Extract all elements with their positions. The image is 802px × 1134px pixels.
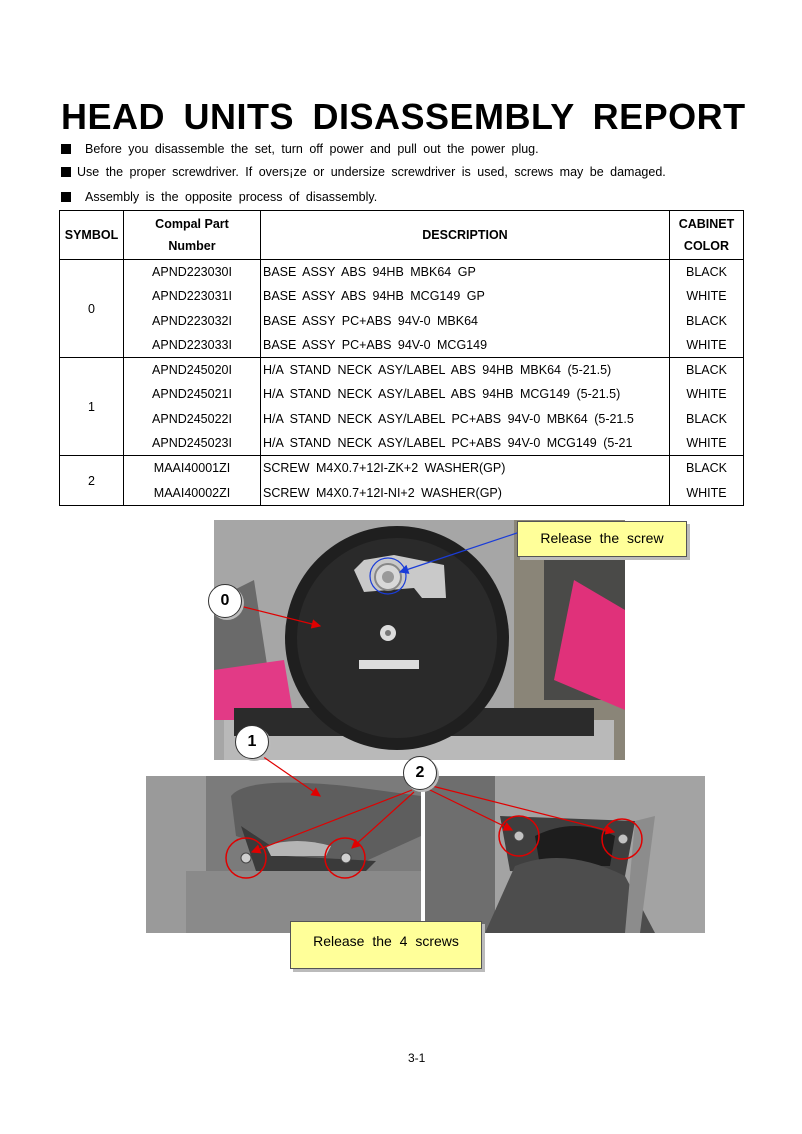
neck-arrow [262, 756, 320, 796]
color-cell: BLACK WHITE [670, 456, 744, 506]
marker-0: 0 [208, 584, 242, 618]
screw-circle [499, 816, 539, 856]
screw-circle [325, 838, 365, 878]
header-description: DESCRIPTION [261, 211, 670, 260]
part-number-cell: APND223030I APND223031I APND223032I APND223033I [124, 260, 261, 358]
note-screwdriver: Use the proper screwdriver. If overs¡ze or undersize screwdriver is used, screws may be damaged. [61, 165, 666, 179]
callout-release-screw: Release the screw [517, 521, 687, 557]
marker-1: 1 [235, 725, 269, 759]
screw-arrow-d [432, 786, 614, 832]
symbol-cell: 1 [60, 358, 124, 456]
header-part-number: Compal Part Number [124, 211, 261, 260]
marker-2: 2 [403, 756, 437, 790]
color-cell: BLACK WHITE BLACK WHITE [670, 358, 744, 456]
screw-highlight-circle [370, 558, 406, 594]
header-cabinet-color: CABINET COLOR [670, 211, 744, 260]
part-number-cell: APND245020I APND245021I APND245022I APND245023I [124, 358, 261, 456]
description-cell: BASE ASSY ABS 94HB MBK64 GP BASE ASSY ABS 94HB MCG149 GP BASE ASSY PC+ABS 94V-0 MBK64 BASE ASSY PC+ABS 94V-0 MCG149 [261, 260, 670, 358]
page-number: 3-1 [408, 1051, 426, 1065]
symbol-cell: 0 [60, 260, 124, 358]
screw-circle [602, 819, 642, 859]
color-cell: BLACK WHITE BLACK WHITE [670, 260, 744, 358]
part-number-cell: MAAI40001ZI MAAI40002ZI [124, 456, 261, 506]
description-cell: SCREW M4X0.7+12I-ZK+2 WASHER(GP) SCREW M4X0.7+12I-NI+2 WASHER(GP) [261, 456, 670, 506]
screw-arrow-b [352, 792, 414, 848]
screw-circle [226, 838, 266, 878]
note-power: Before you disassemble the set, turn off power and pull out the power plug. [61, 142, 539, 156]
screw-arrow [400, 532, 520, 572]
base-arrow [240, 606, 320, 626]
note-assembly: Assembly is the opposite process of disassembly. [61, 190, 377, 204]
description-cell: H/A STAND NECK ASY/LABEL ABS 94HB MBK64 (5-21.5) H/A STAND NECK ASY/LABEL ABS 94HB MCG149 (5-21.5) H/A STAND NECK ASY/LABEL PC+ABS 94V-0 MBK64 (5-21.5 H/A STAND NECK ASY/LABEL PC+ABS 94V-0 MCG149 (5-21 [261, 358, 670, 456]
symbol-cell: 2 [60, 456, 124, 506]
page-title: HEAD UNITS DISASSEMBLY REPORT [61, 96, 746, 137]
callout-release-four-screws: Release the 4 screws [290, 921, 482, 969]
header-symbol: SYMBOL [60, 211, 124, 260]
